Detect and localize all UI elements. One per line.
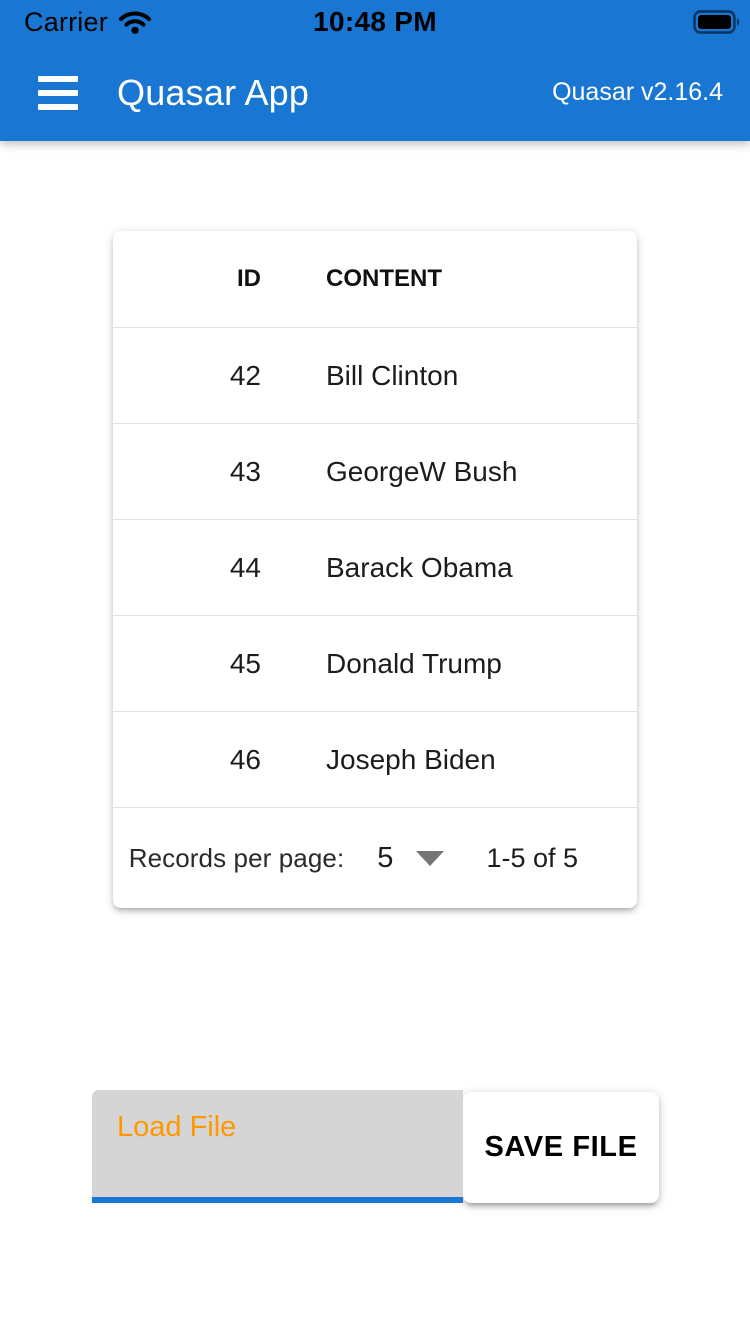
column-header-content: CONTENT bbox=[326, 265, 442, 292]
carrier-label: Carrier bbox=[24, 6, 108, 37]
status-clock: 10:48 PM bbox=[313, 6, 437, 37]
cell-content: Donald Trump bbox=[326, 647, 502, 679]
cell-id: 45 bbox=[229, 647, 261, 679]
table-row bbox=[113, 327, 637, 423]
save-file-button[interactable] bbox=[463, 1092, 659, 1203]
data-table-card bbox=[113, 231, 637, 908]
pagination-range-label: 1-5 of 5 bbox=[486, 842, 578, 873]
cell-id: 44 bbox=[229, 551, 261, 583]
table-row bbox=[113, 519, 637, 615]
table-header-row bbox=[113, 231, 637, 327]
battery-icon bbox=[693, 10, 741, 34]
cell-id: 46 bbox=[229, 743, 261, 775]
field-focus-underline bbox=[92, 1197, 463, 1203]
cell-content: GeorgeW Bush bbox=[326, 455, 518, 487]
save-file-label: SAVE FILE bbox=[484, 1131, 638, 1163]
table-row bbox=[113, 711, 637, 807]
menu-button[interactable] bbox=[38, 76, 78, 110]
app-title: Quasar App bbox=[117, 71, 310, 113]
column-header-id: ID bbox=[237, 265, 261, 292]
table-pagination bbox=[113, 807, 637, 908]
version-label: Quasar v2.16.4 bbox=[552, 78, 723, 106]
chevron-down-icon bbox=[416, 851, 444, 866]
load-file-label: Load File bbox=[117, 1111, 237, 1143]
cell-content: Bill Clinton bbox=[326, 359, 459, 391]
cell-content: Barack Obama bbox=[326, 551, 513, 583]
app-header bbox=[0, 0, 750, 141]
file-controls bbox=[92, 1090, 659, 1203]
table-row bbox=[113, 615, 637, 711]
status-bar bbox=[0, 0, 750, 44]
hamburger-menu-icon bbox=[38, 76, 78, 82]
cell-content: Joseph Biden bbox=[326, 743, 496, 775]
cell-id: 43 bbox=[229, 455, 261, 487]
records-per-page-select[interactable] bbox=[377, 842, 444, 875]
records-per-page-value: 5 bbox=[377, 841, 394, 874]
records-per-page-label: Records per page: bbox=[128, 842, 345, 873]
toolbar bbox=[0, 44, 750, 141]
wifi-icon bbox=[117, 9, 153, 35]
table-row bbox=[113, 423, 637, 519]
load-file-field[interactable] bbox=[92, 1090, 463, 1203]
cell-id: 42 bbox=[229, 359, 261, 391]
